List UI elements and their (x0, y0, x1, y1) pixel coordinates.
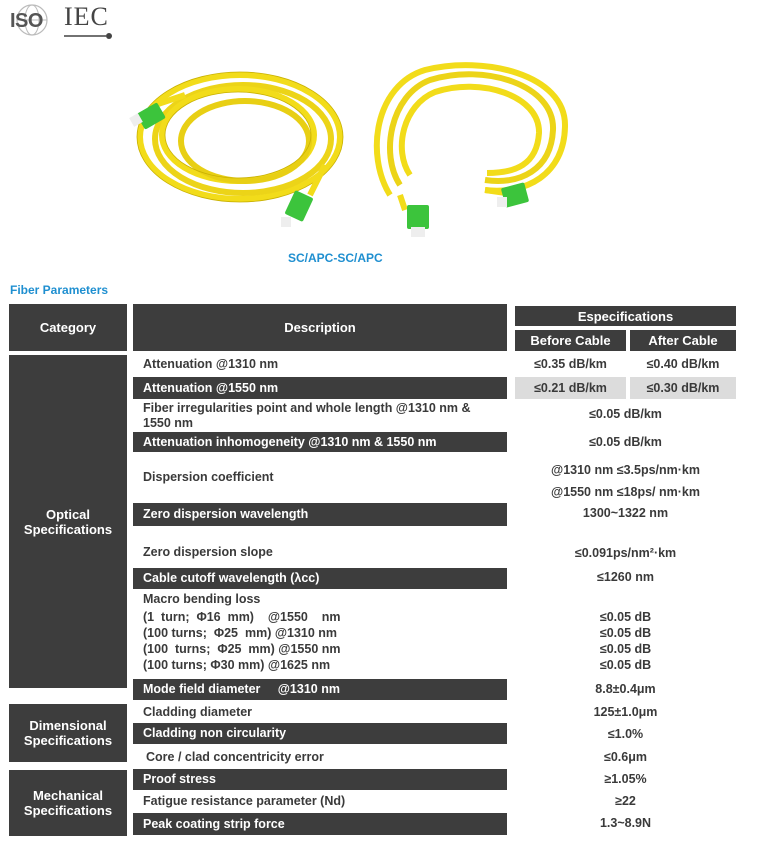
row-cable-cutoff-wavelength: Cable cutoff wavelength (λcc) (133, 568, 507, 589)
iso-logo: ISO (10, 10, 43, 32)
row-cladding-non-circularity: Cladding non circularity (133, 723, 507, 744)
row-macro-bending-line: (100 turns; Φ25 mm) @1310 nm (143, 626, 338, 640)
row-attenuation-1550: Attenuation @1550 nm (133, 377, 507, 399)
row-dispersion-coefficient: Dispersion coefficient (143, 469, 274, 484)
value-dispersion-1310: @1310 nm ≤3.5ps/nm·km (551, 463, 700, 477)
value-cable-cutoff-wavelength: ≤1260 nm (597, 570, 654, 584)
value-fatigue-resistance: ≥22 (615, 794, 636, 808)
value-attenuation-1550-before: ≤0.21 dB/km (515, 377, 626, 399)
value-concentricity-error: ≤0.6μm (604, 750, 647, 764)
row-concentricity-error: Core / clad concentricity error (146, 749, 324, 764)
header-especifications: Especifications (515, 306, 736, 326)
value-proof-stress: ≥1.05% (604, 772, 647, 786)
certification-logos (8, 2, 118, 42)
value-macro-bending: ≤0.05 dB (599, 626, 652, 640)
value-cladding-diameter: 125±1.0μm (593, 705, 658, 719)
row-fiber-irregularities: Fiber irregularities point and whole length @1310 nm & 1550 nm (143, 401, 471, 430)
value-peak-coating-strip-force: 1.3~8.9N (599, 816, 652, 830)
patch-cord-product-image (125, 45, 585, 250)
iec-logo: IEC (64, 2, 109, 31)
row-peak-coating-strip-force: Peak coating strip force (133, 813, 507, 835)
header-description: Description (133, 304, 507, 351)
iec-underline-icon (64, 32, 114, 42)
value-macro-bending: ≤0.05 dB (599, 642, 652, 656)
row-fatigue-resistance: Fatigue resistance parameter (Nd) (143, 793, 346, 808)
value-attenuation-1550-after: ≤0.30 dB/km (630, 377, 736, 399)
header-category: Category (9, 304, 127, 351)
value-attenuation-1310-after: ≤0.40 dB/km (646, 357, 720, 371)
row-zero-dispersion-slope: Zero dispersion slope (143, 544, 273, 559)
value-macro-bending: ≤0.05 dB (599, 658, 652, 672)
row-macro-bending-line: (100 turns; Φ30 mm) @1625 nm (143, 658, 331, 672)
row-cladding-diameter: Cladding diameter (143, 704, 253, 719)
value-zero-dispersion-slope: ≤0.091ps/nm²·km (574, 546, 677, 560)
value-cladding-non-circularity: ≤1.0% (607, 727, 644, 741)
row-macro-bending-line: (1 turn; Φ16 mm) @1550 nm (143, 610, 341, 624)
value-fiber-irregularities: ≤0.05 dB/km (589, 407, 662, 421)
header-before-cable: Before Cable (515, 330, 626, 351)
product-caption: SC/APC-SC/APC (288, 251, 383, 265)
row-macro-bending-title: Macro bending loss (143, 592, 261, 606)
row-proof-stress: Proof stress (133, 769, 507, 790)
category-optical: Optical Specifications (9, 355, 127, 688)
section-title: Fiber Parameters (10, 283, 109, 297)
value-attenuation-inhomogeneity: ≤0.05 dB/km (589, 435, 662, 449)
value-zero-dispersion-wavelength: 1300~1322 nm (582, 506, 669, 520)
row-macro-bending-line: (100 turns; Φ25 mm) @1550 nm (143, 642, 341, 656)
value-attenuation-1310-before: ≤0.35 dB/km (534, 357, 607, 371)
row-mode-field-diameter: Mode field diameter @1310 nm (133, 679, 507, 700)
header-after-cable: After Cable (630, 330, 736, 351)
category-dimensional: Dimensional Specifications (9, 704, 127, 762)
value-macro-bending: ≤0.05 dB (599, 610, 652, 624)
row-attenuation-inhomogeneity: Attenuation inhomogeneity @1310 nm & 1550 nm (133, 432, 507, 452)
value-mode-field-diameter: 8.8±0.4μm (595, 682, 656, 696)
value-dispersion-1550: @1550 nm ≤18ps/ nm·km (551, 485, 700, 499)
category-mechanical: Mechanical Specifications (9, 770, 127, 836)
row-attenuation-1310: Attenuation @1310 nm (143, 356, 279, 371)
row-zero-dispersion-wavelength: Zero dispersion wavelength (133, 503, 507, 526)
